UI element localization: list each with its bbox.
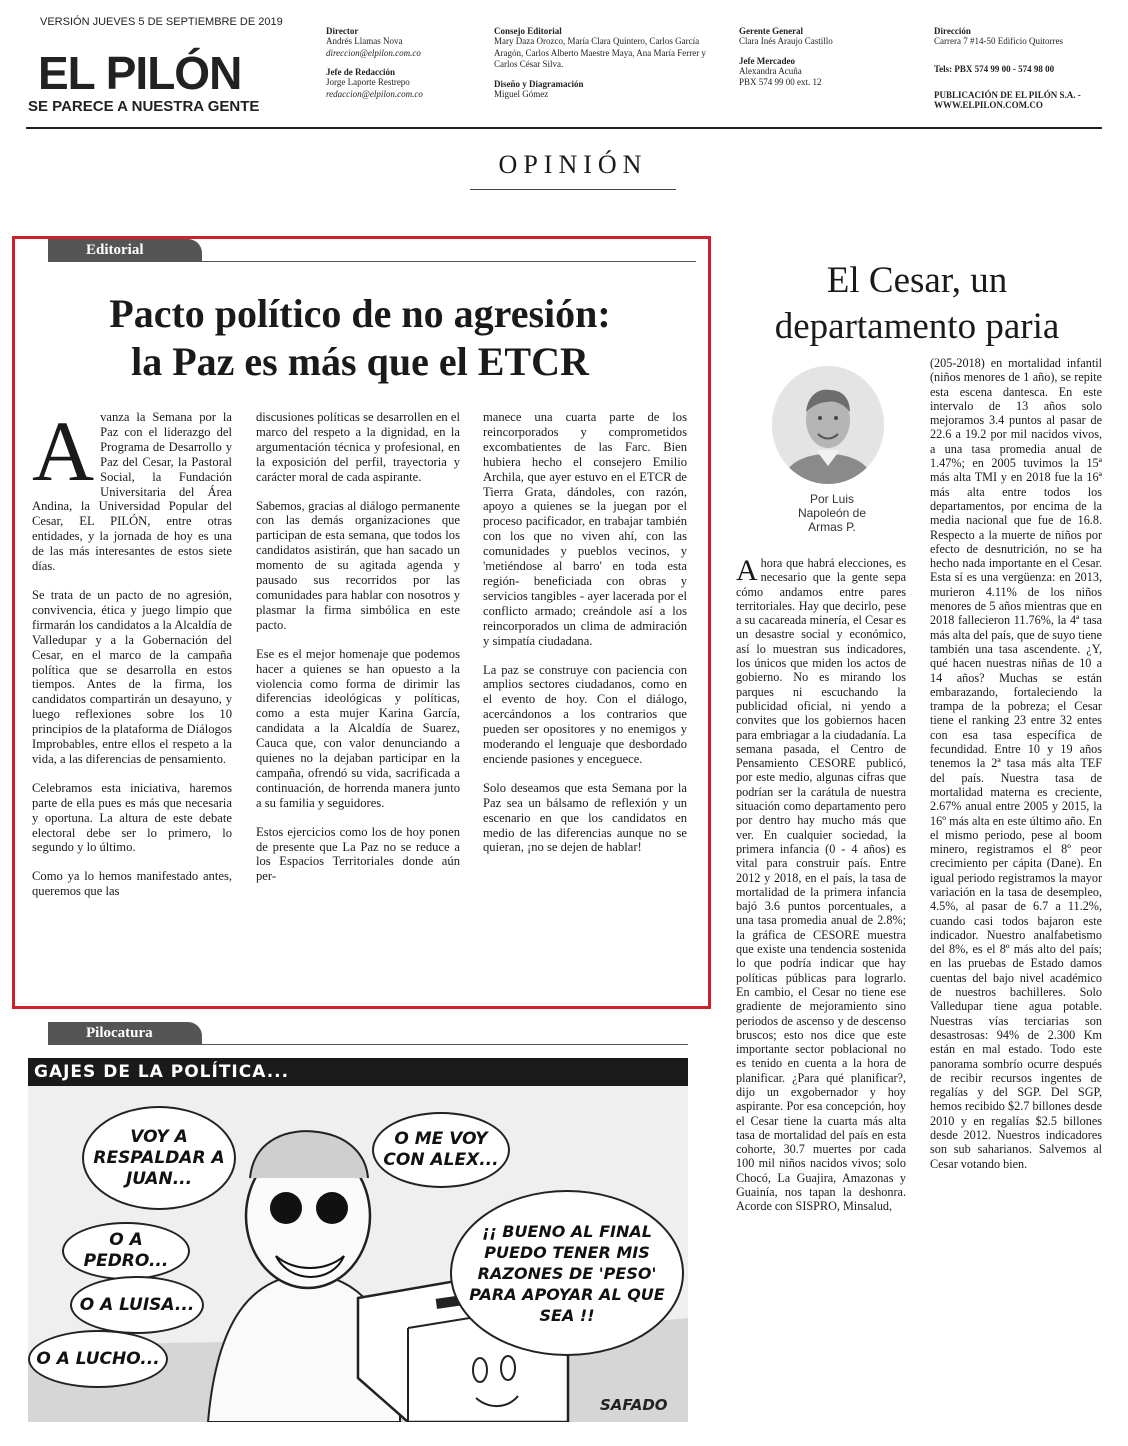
editorial-paragraph: discusiones políticas se desarrollen en el marco del respeto a la dignidad, en la argumentación técnica y profesional, en la exposición del perfil, trayectoria y carácter moral de cada aspirante. <box>256 410 460 484</box>
editorial-drop-cap: A <box>32 410 95 499</box>
editorial-paragraph: Estos ejercicios como los de hoy ponen de presente que La Paz no se reduce a los Espacios Territoriales donde aún per- <box>256 824 460 884</box>
diseno-label: Diseño y Diagramación <box>494 78 584 89</box>
gerente-label: Gerente General <box>739 26 804 36</box>
staff-gerente-block <box>739 26 909 89</box>
editorial-tab-label: Editorial <box>48 239 202 261</box>
section-title-underline <box>470 189 676 190</box>
diseno-name: Miguel Gómez <box>494 88 549 99</box>
editorial-paragraph: Se trata de un pacto de no agresión, convivencia, ética y juego limpio que firmarán los candidatos a la Alcaldía de Valledupar y a la Gobernación del Cesar, en el marco de la campaña política que se desarrolla en estos tiempos. Antes de la firma, los candidatos compartirán un desayuno, y luego reflexiones sobre los 10 principios de la plataforma de Diálogos Improbables, entre ellos el respeto a la vida, a las diferencias de pensamiento. <box>32 587 232 766</box>
jefe-redaccion-name: Jorge Laporte Restrepo <box>326 77 410 87</box>
author-byline <box>770 492 894 534</box>
author-photo <box>772 366 884 484</box>
editorial-tab-rule <box>48 261 696 262</box>
opinion-column-left <box>736 556 906 1420</box>
speech-bubble: O A LUCHO... <box>28 1330 168 1388</box>
opinion-headline-line-1: El Cesar, un <box>826 260 1008 301</box>
newspaper-slogan: SE PARECE A NUESTRA GENTE <box>28 98 260 115</box>
section-title: OPINIÓN <box>498 150 648 179</box>
speech-bubble: O A LUISA... <box>70 1276 204 1334</box>
editorial-headline-line-2: la Paz es más que el ETCR <box>131 339 589 384</box>
editorial-paragraph: Sabemos, gracias al diálogo permanente con las demás organizaciones que participan de esta semana, que todos los candidatos asistirán, que han sacado un momento de su agitada agenda y pausado sus recorridos por las comunidades para hablar con nosotros y plasmar la firma simbólica en este pacto. <box>256 498 460 632</box>
byline-line: Napoleón de <box>797 506 867 520</box>
direccion-value: Carrera 7 #14-50 Edificio Quitorres <box>934 36 1063 46</box>
opinion-drop-cap: A <box>736 556 758 587</box>
staff-direccion-block <box>934 26 1104 110</box>
editorial-paragraph: manece una cuarta parte de los reincorporados y comprometidos excombatientes de las Farc. Bien hubiera hecho el consejero Emilio Archila, que ayer estuvo en el ETCR de Tierra Grata, dándoles, con razón, apoyo a quienes se la juegan por el proceso pacificador, en trabajar también con los que no viven ahí, con las comunidades y pueblos vecinos, y 'metiéndose al barro' en toda esta región- beneficiada con obras y servicios tangibles - ayer lacerada por el conflicto armado; creándole así a los reincorporados un clima de admiración y simpatía ciudadana. <box>483 410 687 648</box>
editorial-paragraph: vanza la Semana por la Paz con el liderazgo del Programa de Desarrollo y Paz del Cesar, la Pastoral Social, la Fundación Universitaria del Área Andina, la Universidad Popular del Cesar, EL PILÓN, entre otras entidades, y la jornada de hoy es una de las más interesantes de estos siete días. <box>32 410 232 574</box>
opinion-headline-line-2: departamento paria <box>774 306 1060 347</box>
edition-date: VERSIÓN JUEVES 5 DE SEPTIEMBRE DE 2019 <box>40 16 283 28</box>
speech-bubble: O ME VOY CON ALEX... <box>372 1112 510 1188</box>
mercadeo-label: Jefe Mercadeo <box>739 55 796 66</box>
editorial-paragraph: Solo deseamos que esta Semana por la Paz sea un bálsamo de reflexión y un escenario en que los candidatos en medio de las diferencias aunque no se quieran, ¡no se dejen de hablar! <box>483 780 687 855</box>
editorial-column-3 <box>483 410 687 980</box>
staff-director-block <box>326 26 476 100</box>
pilocatura-tab-rule <box>48 1044 688 1045</box>
editorial-paragraph: Celebramos esta iniciativa, haremos parte de ella pues es más que necesaria y oportuna. La altura de este debate electoral debe ser lo primero, lo segundo y lo último. <box>32 780 232 855</box>
editorial-paragraph: Como ya lo hemos manifestado antes, queremos que las <box>32 869 232 899</box>
cartoon-title: GAJES DE LA POLÍTICA... <box>34 1062 290 1082</box>
jefe-redaccion-label: Jefe de Redacción <box>326 67 395 77</box>
mercadeo-name: Alexandra Acuña <box>739 65 802 76</box>
byline-line: Armas P. <box>808 520 856 534</box>
editorial-paragraph: La paz se construye con paciencia con amplios sectores ciudadanos, como en el evento de hoy. Con el diálogo, acercándonos a los contrarios que pueden ser opositores y no enemigos y moderando el lenguaje que desbordado enciende pasiones y enceguece. <box>483 662 687 766</box>
speech-bubble: O A PEDRO... <box>62 1222 190 1280</box>
consejo-label: Consejo Editorial <box>494 26 562 36</box>
opinion-paragraph: hora que habrá elecciones, es necesario que la gente sepa cómo andamos entre pares territoriales. Hay que decirlo, pese a su cacareada minería, el Cesar es un desastre social y económico, así lo muestran sus indicadores, los únicos que miden los actos de gobierno. No es mirando los parques ni escuchando la publicidad oficial, ni yendo a convites que los gobiernos hacen para embriagar a la ciudadanía. La semana pasada, el Centro de Pensamiento CESORE publicó, por este medio, algunas cifras que podrían ser la carátula de nuestra situación como departamento pero por dentro hay mucho más que ver. En cualquier sociedad, la primera infancia (0 - 4 años) es vital para construir país. Entre 2012 y 2018, en el país, la tasa de mortalidad de la primera infancia bajó 3.6 puntos porcentuales, a una tasa promedia anual de 2.8%; la gráfica de CESORE muestra que existe una tendencia sostenida lo que podría indicar que hay políticas públicas para lograrlo. En cambio, el Cesar no tiene ese gradiente de mejoramiento sino periodos de ascenso y de descenso bruscos; esto nos dice que este importante sector poblacional no es tenido en cuenta a la hora de planificar. ¿Para qué planificar?, dijo un exgobernador y hoy aspirante. Por esa concepción, hoy el Cesar tiene la cuarta más alta tasa de mortalidad del país en esta cohorte, 30.7 muertes por cada 100 mil niños nacidos vivos; solo Chocó, La Guajira, Amazonas y Guainía, nos tapan la deshonra. Acorde con SISPRO, Minsalud, <box>736 556 906 1214</box>
publicacion-label[interactable]: PUBLICACIÓN DE EL PILÓN S.A. - WWW.ELPILON.COM.CO <box>934 89 1081 110</box>
newspaper-logo[interactable]: EL PILÓN <box>38 47 242 99</box>
opinion-headline[interactable] <box>722 258 1112 350</box>
editorial-column-2 <box>256 410 460 980</box>
editorial-column-1 <box>32 410 232 980</box>
editorial-tab <box>48 239 696 262</box>
speech-bubble: ¡¡ BUENO AL FINAL PUEDO TENER MIS RAZONES DE 'PESO' PARA APOYAR AL QUE SEA !! <box>450 1190 684 1356</box>
consejo-names: Mary Daza Orozco, María Clara Quintero, Carlos García Aragón, Carlos Alberto Maestre Maya, Ana María Ferrer y Carlos César Silva. <box>494 36 706 69</box>
director-email[interactable]: direccion@elpilon.com.co <box>326 47 421 58</box>
opinion-paragraph: (205-2018) en mortalidad infantil (niños menores de 1 año), se repite esta escena dantesca. En este intervalo de 13 años solo mejoramos 3.4 puntos al pasar de 22.6 a 19.2 por mil nacidos vivos, a una tasa promedia anual de 1.47%; en 2005 tuvimos la 15ª más alta TMI y en 2018 fue la 16ª más alta entre todos los departamentos, por encima de la media nacional que fue de 16.8. Respecto a la muerte de niños por efecto de desnutrición, no se ha hecho nada importante en el Cesar. Esta sí es una vergüenza: en 2013, murieron 4.11% de los niños menores de 5 años mientras que en 2018 fallecieron 11.76%, la 4ª tasa más alta del país, que de suyo tiene también una tasa ascendente. ¿Y, qué hacen nuestras niñas de 10 a 14 años? Muchas se están embarazando, fortaleciendo la trampa de la pobreza; el Cesar tiene el ranking 23 entre 32 entes con esa tasa específica de fecundidad. Entre 10 y 19 años tenemos la 2ª tasa más alta TEF del país. Nuestra tasa de mortalidad materna es creciente, 2.67% anual entre 2005 y 2015, la 16º más alta en este último año. En el mismo periodo, pese al boom minero, registramos el 8º peor crecimiento per cápita (Dane). En igual periodo registramos la mayor variación en la tasa de desempleo, 4.5%, al pasar de 6.7 a 11.2%, cuando casi todos bajaron este indicador. Nuestro analfabetismo del 8%, es el 8º más alto del país; en las pruebas de Estado damos cuentas del bajo nivel académico de nuestros bachilleres. Solo Valledupar tiene agua potable. Nuestras vías terciarias son desastrosas: 94% de 2.300 Km están en mal estado. Todo este panorama sombrío ocurre después de recibir recursos ingentes de regalías y del SGP. Del SGP, hemos recibido $2.7 billones desde 2010 y en regalías $2.5 billones desde 2012. Nuestros indicadores son sub saharianos. Salvemos al Cesar votando bien. <box>930 356 1102 1171</box>
author-portrait-icon <box>772 366 884 484</box>
cartoonist-signature: SAFADO <box>600 1396 668 1414</box>
pilocatura-tab-label: Pilocatura <box>48 1022 202 1044</box>
tels: Tels: PBX 574 99 00 - 574 98 00 <box>934 63 1055 74</box>
masthead-rule <box>26 127 1102 129</box>
mercadeo-phone: PBX 574 99 00 ext. 12 <box>739 77 822 87</box>
staff-consejo-block <box>494 26 708 100</box>
gerente-name: Clara Inés Araujo Castillo <box>739 36 833 46</box>
speech-bubble: VOY A RESPALDAR A JUAN... <box>82 1106 236 1210</box>
jefe-redaccion-email[interactable]: redaccion@elpilon.com.co <box>326 88 423 99</box>
direccion-label: Dirección <box>934 26 971 36</box>
editorial-headline-line-1: Pacto político de no agresión: <box>109 291 611 336</box>
opinion-column-right <box>930 356 1102 1420</box>
byline-line: Por Luis <box>809 492 855 506</box>
editorial-paragraph: Ese es el mejor homenaje que podemos hacer a quienes se han opuesto a la violencia como forma de dirimir las diferencias ideológicas y políticas, como a esta mujer Karina García, candidata a la Alcaldía de Suarez, Cauca que, con valor denunciando a quienes no la dejaban participar en la campaña, ofrendó su vida, sacrificada a continuación, de horrenda manera junto a su familia y seguidores. <box>256 646 460 810</box>
director-label: Director <box>326 26 359 36</box>
director-name: Andrés Llamas Nova <box>326 36 403 46</box>
pilocatura-tab <box>48 1022 688 1045</box>
editorial-headline[interactable] <box>20 290 700 386</box>
